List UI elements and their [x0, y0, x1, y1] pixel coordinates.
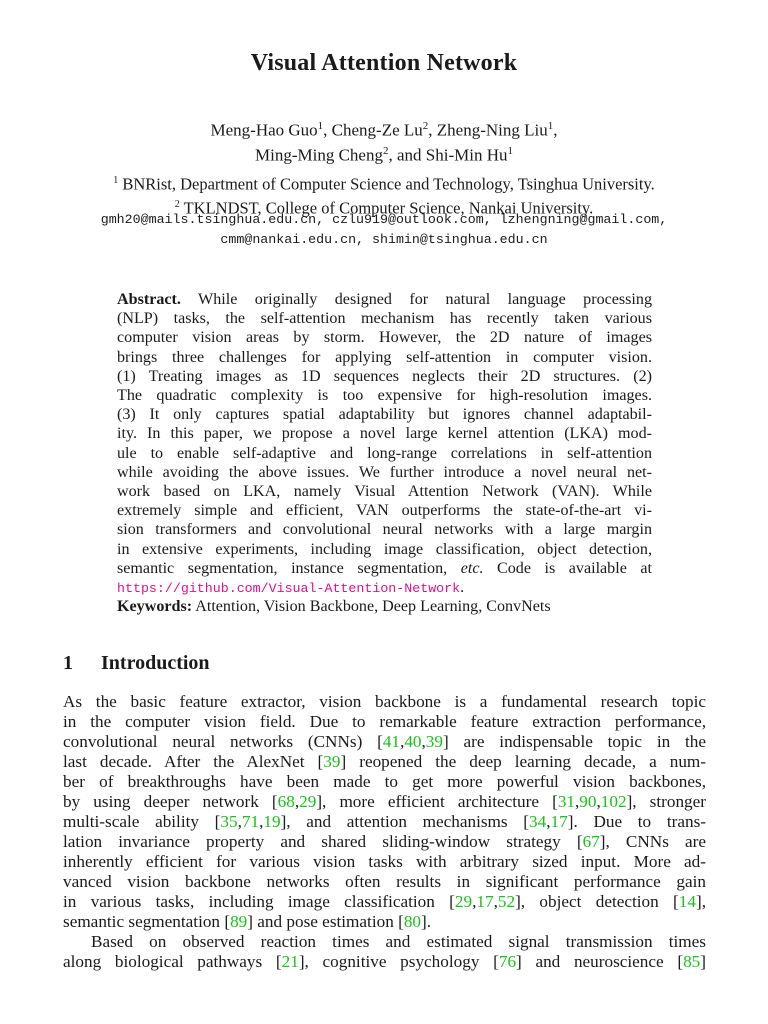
paragraph-text: by using deeper network [: [63, 792, 278, 811]
paragraph-text: ] reopened the deep learning decade, a num-: [340, 752, 707, 771]
paragraph-text: ], object detection [: [515, 892, 679, 911]
paragraph-text: ,: [493, 892, 498, 911]
paragraph-line: [63, 932, 706, 952]
paragraph-line: [63, 872, 706, 892]
paragraph-line: [63, 732, 706, 752]
paragraph-text: ]: [700, 952, 706, 971]
citation-link[interactable]: 34: [529, 812, 547, 831]
paragraph-text: multi-scale ability [: [63, 812, 221, 831]
abstract-line: (NLP) tasks, the self-attention mechanism has recently taken various: [117, 310, 652, 328]
abstract-line: while avoiding the above issues. We further introduce a novel neural net-: [117, 463, 652, 481]
author-emails: [0, 210, 768, 250]
citation-link[interactable]: 39: [323, 752, 341, 771]
abstract-line: ule to enable self-adaptive and long-range correlations in self-attention: [117, 444, 652, 462]
citation-link[interactable]: 39: [425, 732, 443, 751]
introduction-body: [63, 692, 706, 972]
paragraph-text: semantic segmentation [: [63, 912, 231, 931]
paragraph-text: As the basic feature extractor, vision backbone is a fundamental research topic: [63, 692, 706, 711]
paragraph-text: last decade. After the AlexNet [: [63, 752, 324, 771]
paper-title: Visual Attention Network: [250, 50, 518, 76]
section-number: 1: [63, 652, 73, 674]
keywords-text: Attention, Vision Backbone, Deep Learning, ConvNets: [192, 598, 551, 615]
paragraph-line: [63, 852, 706, 872]
paragraph-text: ,: [546, 812, 551, 831]
paragraph-text: ,: [237, 812, 242, 831]
paragraph-text: ] and neuroscience [: [516, 952, 684, 971]
abstract-line: work based on LKA, namely Visual Attention Network (VAN). While: [117, 483, 652, 501]
keywords: [117, 598, 652, 616]
paragraph-text: ,: [421, 732, 426, 751]
citation-link[interactable]: 29: [299, 792, 317, 811]
citation-link[interactable]: 17: [476, 892, 494, 911]
email-line-2: cmm@nankai.edu.cn, shimin@tsinghua.edu.cn: [220, 232, 548, 247]
paragraph-text: ],: [695, 892, 707, 911]
section-heading: [63, 652, 210, 675]
citation-link[interactable]: 68: [277, 792, 295, 811]
citation-link[interactable]: 17: [550, 812, 568, 831]
paragraph-text: Based on observed reaction times and estimated signal transmission times: [91, 932, 706, 951]
abstract-line: semantic segmentation, instance segmentation, etc. Code is available at: [117, 559, 652, 577]
paragraph-text: ,: [472, 892, 477, 911]
citation-link[interactable]: 21: [281, 952, 299, 971]
citation-link[interactable]: 29: [454, 892, 473, 911]
citation-link[interactable]: 41: [382, 732, 401, 751]
abstract: [117, 290, 652, 598]
abstract-line: The quadratic complexity is too expensive for high-resolution images.: [117, 387, 652, 405]
paragraph-text: lation invariance property and shared sliding-window strategy [: [63, 832, 583, 851]
citation-link[interactable]: 102: [600, 792, 627, 811]
paragraph-text: ,: [294, 792, 300, 811]
abstract-line: in extensive experiments, including image classification, object detection,: [117, 540, 652, 558]
paragraph-line: [63, 692, 706, 712]
paragraph-text: vanced vision backbone networks often results in significant performance gain: [63, 872, 706, 891]
paragraph-text: ], more efficient architecture [: [316, 792, 558, 811]
abstract-line: (3) It only captures spatial adaptability but ignores channel adaptabil-: [117, 406, 652, 424]
paragraph-line: [63, 952, 706, 972]
paragraph-line: [63, 712, 706, 732]
section-title: Introduction: [101, 652, 210, 674]
abstract-line: https://github.com/Visual-Attention-Network.: [117, 579, 465, 597]
abstract-line: (1) Treating images as 1D sequences neglects their 2D structures. (2): [117, 367, 652, 385]
citation-link[interactable]: 40: [404, 732, 422, 751]
abstract-line: brings three challenges for applying self-attention in computer vision.: [117, 348, 652, 366]
paragraph-text: ,: [575, 792, 580, 811]
paragraph-text: in the computer vision field. Due to remarkable feature extraction performance,: [63, 712, 706, 731]
author-list: [0, 116, 768, 165]
citation-link[interactable]: 71: [241, 812, 260, 831]
paragraph-text: in various tasks, including image classification [: [63, 892, 455, 911]
paragraph-text: ,: [596, 792, 601, 811]
paragraph-text: convolutional neural networks (CNNs) [: [63, 732, 383, 751]
paragraph-text: ,: [400, 732, 405, 751]
keywords-label: Keywords:: [117, 598, 193, 615]
abstract-line: Abstract. While originally designed for natural language processing: [117, 291, 652, 308]
citation-link[interactable]: 76: [498, 952, 517, 971]
abstract-label: Abstract.: [117, 291, 181, 308]
paragraph-line: [63, 772, 706, 792]
paragraph-text: inherently efficient for various vision tasks with arbitrary sized input. More ad-: [63, 852, 706, 871]
citation-link[interactable]: 67: [582, 832, 600, 851]
abstract-line: sion transformers and convolutional neural networks with a large margin: [117, 521, 652, 539]
paragraph-text: ], stronger: [626, 792, 706, 811]
paragraph-line: [63, 812, 706, 832]
paragraph-text: ] and pose estimation [: [247, 912, 404, 931]
paragraph-text: ,: [259, 812, 264, 831]
paragraph-text: ].: [421, 912, 432, 931]
citation-link[interactable]: 90: [579, 792, 597, 811]
abstract-line: computer vision areas by storm. However, the 2D nature of images: [117, 329, 652, 347]
citation-link[interactable]: 35: [220, 812, 238, 831]
citation-link[interactable]: 14: [678, 892, 696, 911]
paragraph-text: along biological pathways [: [63, 952, 282, 971]
abstract-line: ity. In this paper, we propose a novel large kernel attention (LKA) mod-: [117, 425, 652, 443]
citation-link[interactable]: 85: [683, 952, 701, 971]
citation-link[interactable]: 52: [497, 892, 516, 911]
citation-link[interactable]: 89: [230, 912, 248, 931]
abstract-line: extremely simple and efficient, VAN outperforms the state-of-the-art vi-: [117, 502, 652, 520]
paragraph-line: [63, 892, 706, 912]
paragraph-line: [63, 912, 706, 932]
paragraph-line: [63, 792, 706, 812]
paragraph-text: ]. Due to trans-: [567, 812, 706, 831]
paragraph-text: ], and attention mechanisms [: [280, 812, 530, 831]
paragraph-line: [63, 752, 706, 772]
paragraph-text: ber of breakthroughs have been made to get more powerful vision backbones,: [63, 772, 706, 791]
author-line-2: Ming-Ming Cheng$^2$, and Shi-Min Hu$^1$: [255, 144, 513, 165]
paragraph-text: ] are indispensable topic in the: [442, 732, 706, 751]
citation-link[interactable]: 19: [263, 812, 281, 831]
paragraph-text: ], CNNs are: [599, 832, 706, 851]
citation-link[interactable]: 80: [403, 912, 421, 931]
email-line-1: gmh20@mails.tsinghua.edu.cn, czlu919@outlook.com, lzhengning@gmail.com,: [100, 212, 668, 227]
github-link[interactable]: https://github.com/Visual-Attention-Network: [117, 581, 461, 597]
citation-link[interactable]: 31: [557, 792, 575, 811]
author-line-1: Meng-Hao Guo$^1$, Cheng-Ze Lu$^2$, Zheng-Ning Liu$^1$,: [210, 120, 558, 140]
affiliation-2: $^2$ TKLNDST, College of Computer Science, Nankai University.: [174, 198, 594, 217]
paragraph-line: [63, 832, 706, 852]
paragraph-text: ], cognitive psychology [: [298, 952, 499, 971]
affiliation-1: $^1$ BNRist, Department of Computer Science and Technology, Tsinghua University.: [113, 174, 655, 194]
